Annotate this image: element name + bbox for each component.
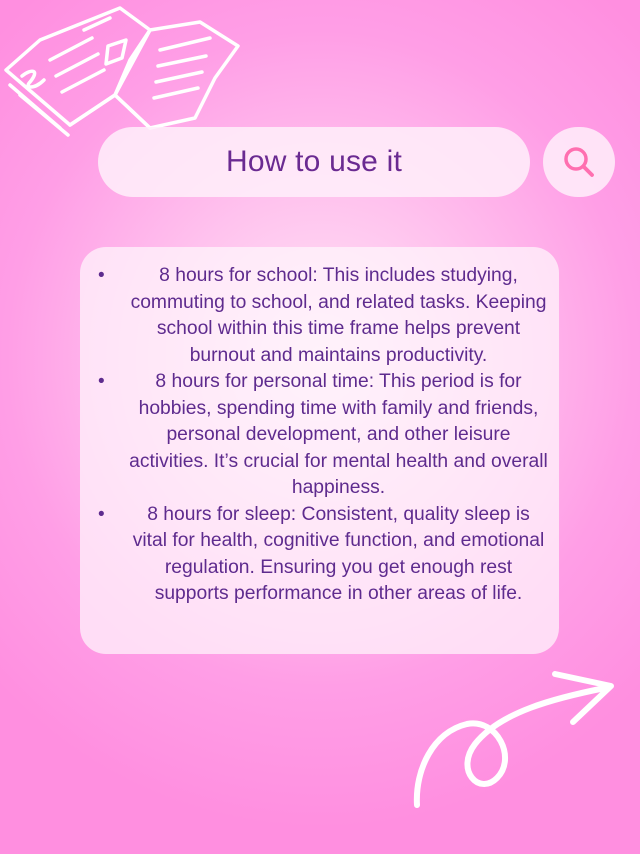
page-title: How to use it [225,145,402,178]
bullet-dot: • [98,371,105,392]
search-button[interactable] [543,127,615,197]
bullet-dot: • [98,265,105,286]
list-item [98,369,549,502]
list-item [98,263,549,369]
list-item-text: 8 hours for school: This includes studying, commuting to school, and related tasks. Keeping school within this time frame helps prevent burnout and maintains productivity. [130,265,547,366]
content-card [80,247,559,654]
bullet-dot: • [98,503,105,525]
bullet-list [80,247,559,608]
list-item-text: 8 hours for sleep: Consistent, quality sleep is vital for health, cognitive function, and emotional regulation. Ensuring you get enough rest supports performance in other areas of life. [132,503,545,604]
list-item-text: 8 hours for personal time: This period is for hobbies, spending time with family and friends, personal development, and other leisure activities. It’s crucial for mental health and overall happiness. [129,371,548,498]
search-icon [562,145,596,179]
search-bar[interactable] [98,127,530,197]
curly-arrow-icon [405,660,630,810]
list-item [98,502,549,608]
